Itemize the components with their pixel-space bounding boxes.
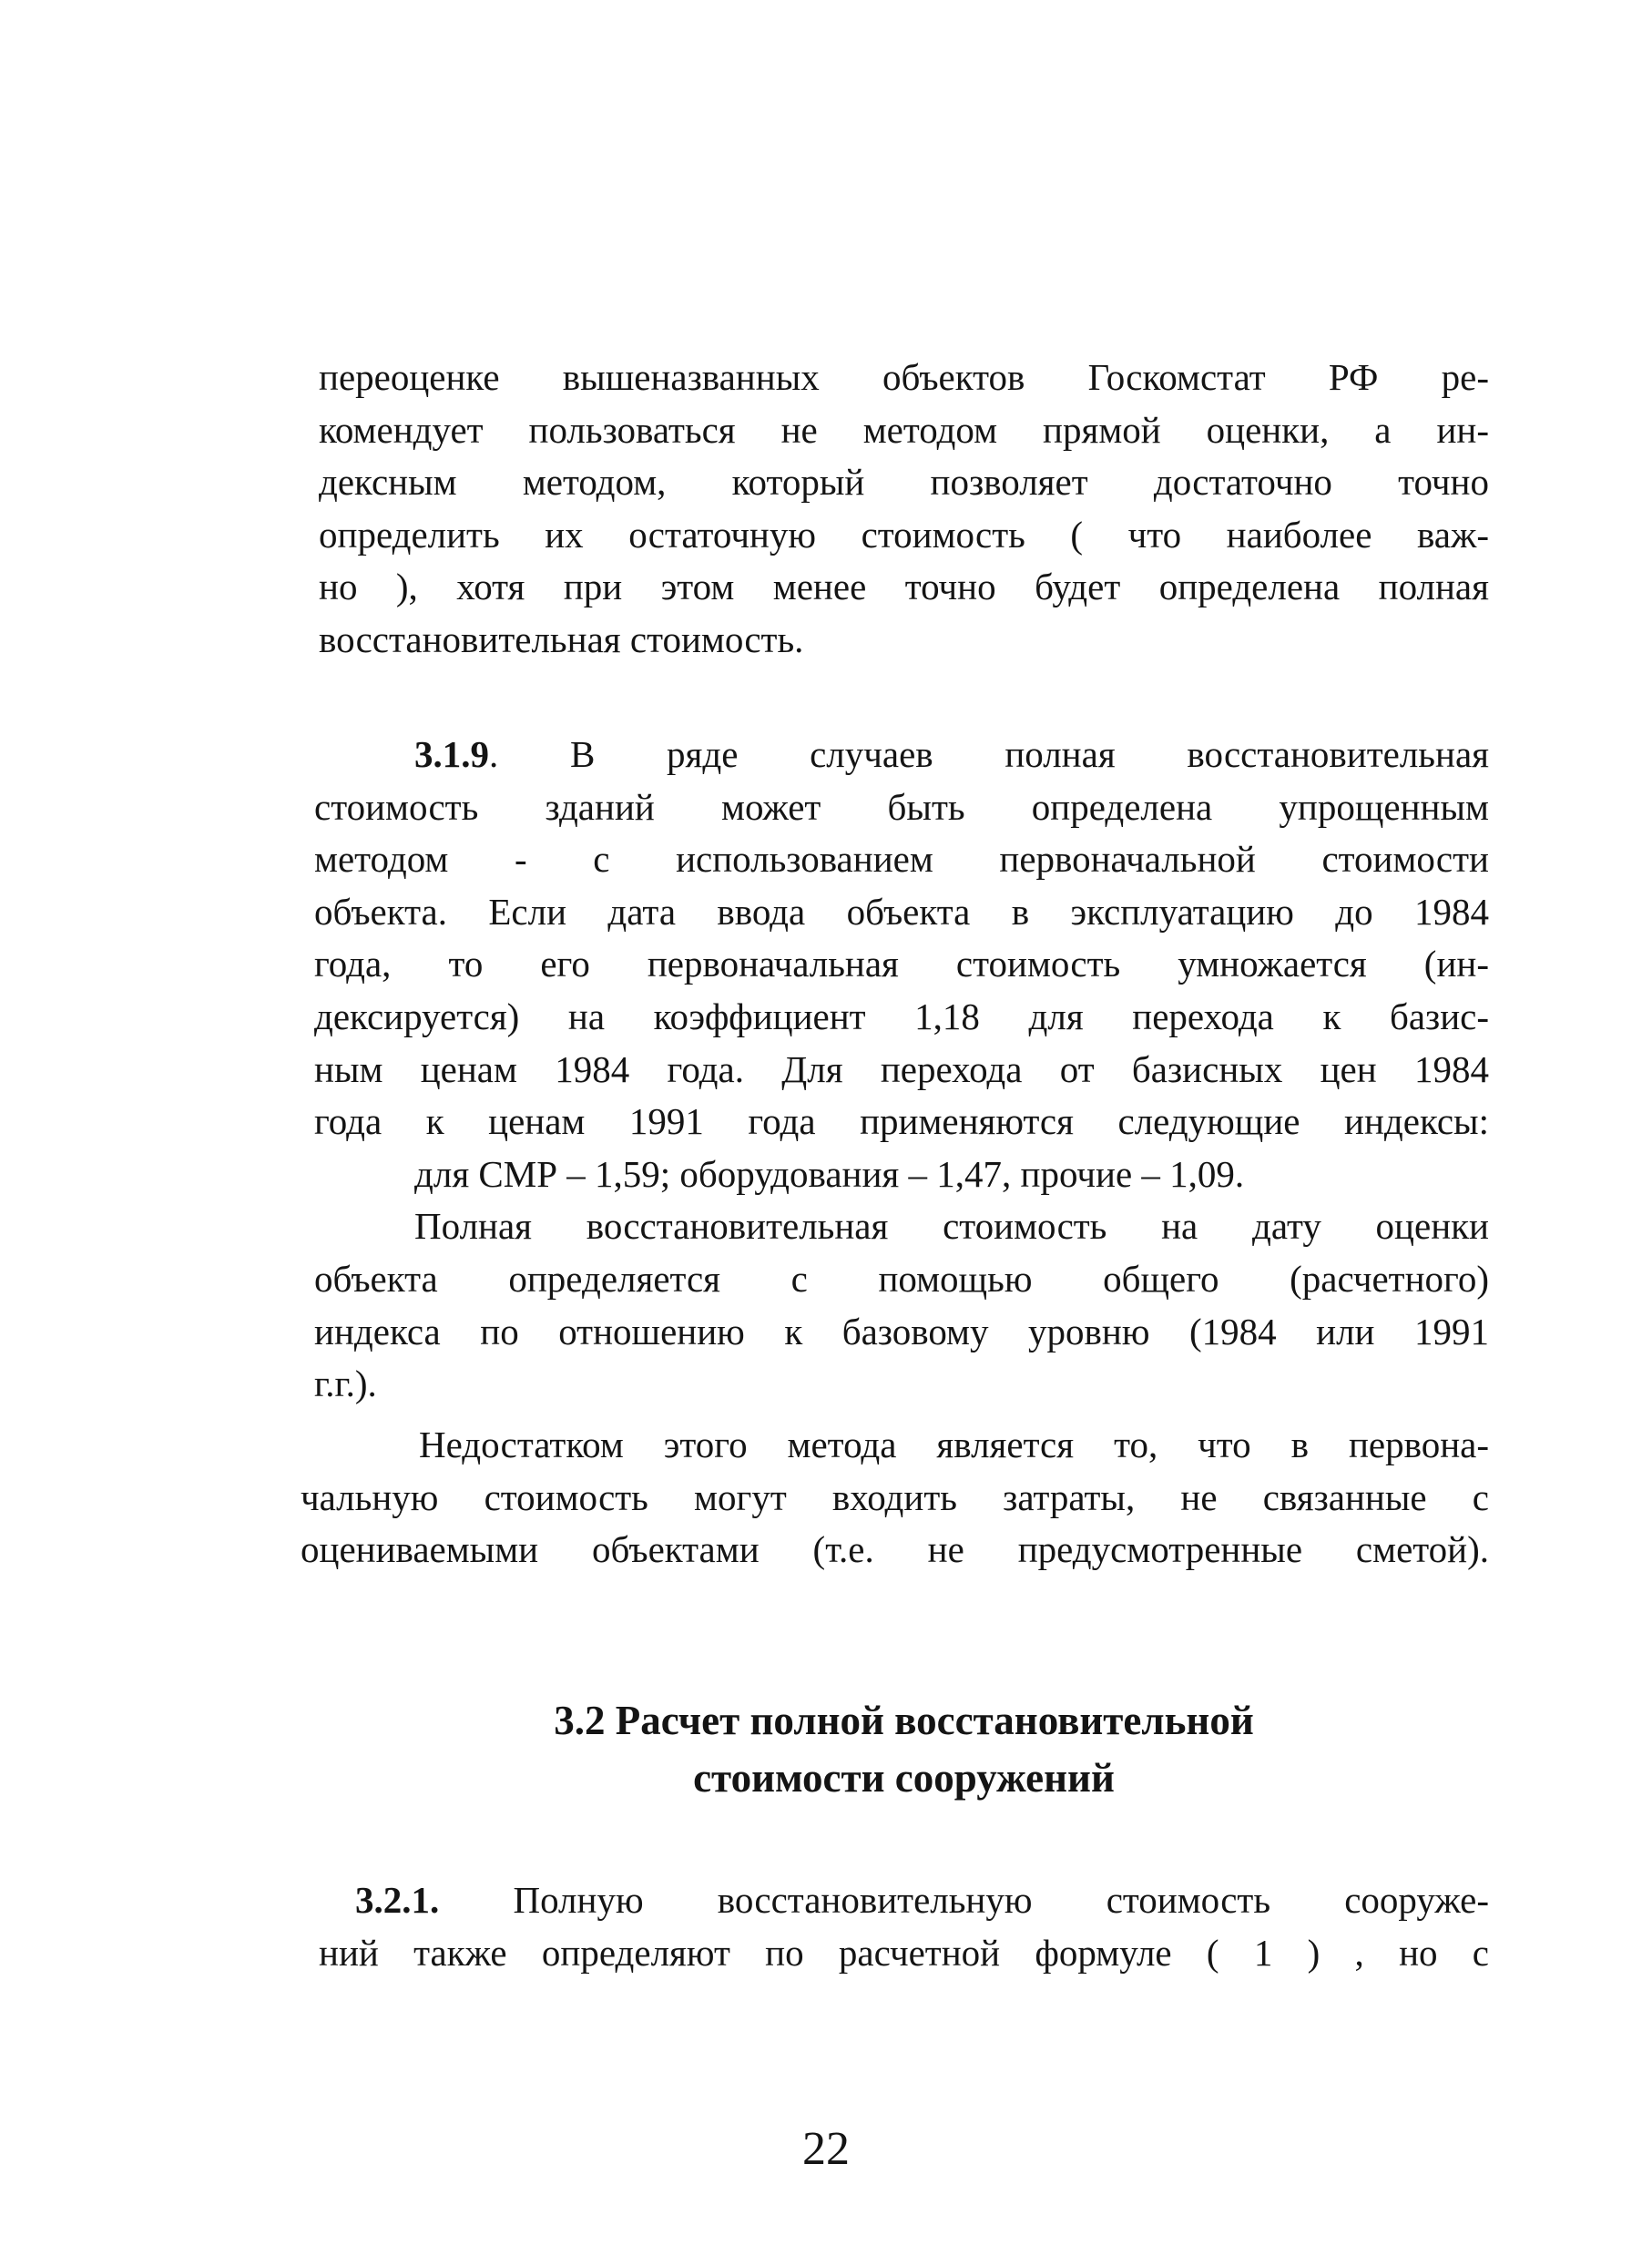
paragraph-top bbox=[319, 352, 1489, 667]
section-first-line bbox=[314, 729, 1489, 781]
indices-line: для СМР – 1,59; оборудования – 1,47, прочие – 1,09. bbox=[414, 1152, 1245, 1195]
text-line: Недостатком этого метода является то, что в первона- bbox=[419, 1424, 1489, 1465]
text-line: г.г.). bbox=[314, 1363, 377, 1405]
section-3-1-9 bbox=[314, 729, 1489, 1411]
page-number: 22 bbox=[802, 2123, 850, 2175]
text-line: Полная восстановительная стоимость на дату оценки bbox=[414, 1205, 1489, 1248]
text-line: . В ряде случаев полная восстановительная bbox=[489, 733, 1489, 775]
text-line: ным ценам 1984 года. Для перехода от базисных цен 1984 bbox=[314, 1047, 1489, 1090]
text-line: индекса по отношению к базовому уровню (1984 или 1991 bbox=[314, 1310, 1489, 1352]
section-first-line bbox=[319, 1874, 1489, 1927]
section-number: 3.2.1. bbox=[355, 1879, 440, 1921]
section-number: 3.1.9 bbox=[414, 733, 489, 775]
text-line: объекта. Если дата ввода объекта в эксплуатацию до 1984 bbox=[314, 890, 1489, 933]
text-line: оцениваемыми объектами (т.е. не предусмотренные сметой). bbox=[301, 1528, 1489, 1571]
text-line: методом - с использованием первоначальной стоимости bbox=[314, 838, 1489, 881]
text-line: года к ценам 1991 года применяются следующие индексы: bbox=[314, 1100, 1489, 1143]
text-line: Полную восстановительную стоимость сооруже- bbox=[439, 1879, 1489, 1921]
section-3-2-1 bbox=[319, 1874, 1489, 1979]
text-line: ний также определяют по расчетной формуле ( 1 ) , но с bbox=[319, 1931, 1489, 1974]
text-line: объекта определяется с помощью общего (расчетного) bbox=[314, 1257, 1489, 1300]
text-line: года, то его первоначальная стоимость умножается (ин- bbox=[314, 943, 1489, 985]
text-line: дексным методом, который позволяет достаточно точно bbox=[319, 461, 1489, 504]
text-line: восстановительная стоимость. bbox=[319, 618, 804, 660]
section-heading bbox=[319, 1692, 1489, 1807]
heading-line: 3.2 Расчет полной восстановительной bbox=[554, 1698, 1254, 1743]
text-line: дексируется) на коэффициент 1,18 для перехода к базис- bbox=[314, 995, 1489, 1037]
text-line: но ), хотя при этом менее точно будет определена полная bbox=[319, 566, 1489, 608]
text-line: комендует пользоваться не методом прямой оценки, а ин- bbox=[319, 408, 1489, 451]
text-line: переоценке вышеназванных объектов Госкомстат РФ ре- bbox=[319, 356, 1489, 398]
text-line: чальную стоимость могут входить затраты, не связанные с bbox=[301, 1475, 1489, 1518]
paragraph-shortcoming bbox=[301, 1419, 1489, 1577]
heading-line: стоимости сооружений bbox=[693, 1755, 1115, 1801]
text-line: определить их остаточную стоимость ( что наиболее важ- bbox=[319, 513, 1489, 556]
text-line: стоимость зданий может быть определена упрощенным bbox=[314, 785, 1489, 828]
